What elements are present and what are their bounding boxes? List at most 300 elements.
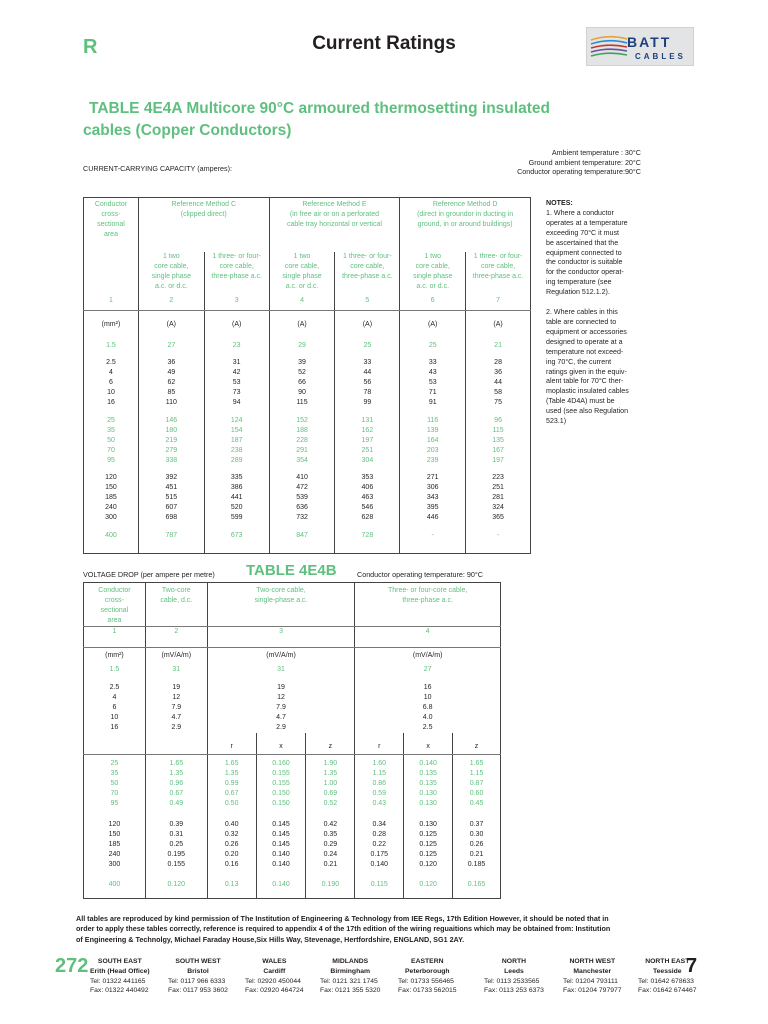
header-line: (direct in groundor in ducting in xyxy=(417,211,514,219)
table-cell: 52 xyxy=(269,368,335,378)
header-line: three-phase a.c. xyxy=(211,273,262,281)
table-row xyxy=(84,426,531,436)
table-row xyxy=(84,334,531,351)
table-row xyxy=(84,513,531,523)
table-cell: 150 xyxy=(84,483,139,493)
table-cell: 131 xyxy=(335,409,400,426)
page-heading: Current Ratings xyxy=(312,33,456,54)
padding-cell xyxy=(269,541,335,554)
table-4e4a-title xyxy=(83,98,603,142)
header-line: sectional xyxy=(97,221,125,229)
column-number: 1 xyxy=(84,627,146,648)
padding-cell xyxy=(355,890,404,899)
logo-brand-text: BATT xyxy=(627,34,672,50)
table-cell: 1.35 xyxy=(306,769,355,779)
note-line: table are connected to xyxy=(546,317,617,326)
table-cell: 164 xyxy=(400,436,466,446)
table-cell: 0.20 xyxy=(207,850,256,860)
table-cell: 324 xyxy=(466,503,531,513)
header-line: Conductor xyxy=(94,201,128,208)
header-line: single phase xyxy=(413,273,453,281)
table-cell: 0.145 xyxy=(256,840,306,850)
table-cell: 6 xyxy=(84,703,146,713)
table-cell: 406 xyxy=(335,483,400,493)
table-cell: 281 xyxy=(466,493,531,503)
padding-cell xyxy=(400,541,466,554)
table-cell: 167 xyxy=(466,446,531,456)
table-cell: 150 xyxy=(84,830,146,840)
table-cell: 124 xyxy=(204,409,269,426)
table-cell: 0.160 xyxy=(256,755,306,770)
component-label: r xyxy=(355,733,404,755)
table-cell: 353 xyxy=(335,466,400,483)
batt-cables-logo xyxy=(586,27,694,66)
table-cell: 1.35 xyxy=(145,769,207,779)
table-cell: 110 xyxy=(138,398,204,408)
table-cell: 12 xyxy=(207,693,355,703)
office-region: NORTH WEST xyxy=(569,958,616,965)
header-row-column-numbers xyxy=(84,627,501,648)
table-cell: 463 xyxy=(335,493,400,503)
table-cell: 0.140 xyxy=(256,860,306,870)
table-cell: 25 xyxy=(84,755,146,770)
header-line: area xyxy=(103,231,118,239)
column-number: 4 xyxy=(269,296,335,311)
table-cell: 472 xyxy=(269,483,335,493)
table-cell: 0.125 xyxy=(404,840,453,850)
table-cell: 400 xyxy=(84,524,139,541)
table-cell: 95 xyxy=(84,799,146,809)
note-line: 2. Where cables in this xyxy=(546,308,618,317)
table-cell: 289 xyxy=(204,456,269,466)
table-cell: 520 xyxy=(204,503,269,513)
table-row xyxy=(84,779,501,789)
table-cell: 1.15 xyxy=(453,769,501,779)
header-line: three-phase a.c. xyxy=(342,273,393,281)
table-cell: 400 xyxy=(84,870,146,890)
header-two-core xyxy=(400,252,466,296)
note-line: be ascertained that the xyxy=(546,238,619,247)
table-row xyxy=(84,368,531,378)
permission-footnote xyxy=(76,914,696,945)
table-cell: 0.150 xyxy=(256,799,306,809)
header-line: 1 three- or four- xyxy=(212,253,261,260)
table-cell: 120 xyxy=(84,466,139,483)
table-cell: 1.5 xyxy=(84,334,139,351)
table-row xyxy=(84,378,531,388)
table-cell: 27 xyxy=(355,661,501,675)
table-cell: 0.50 xyxy=(207,799,256,809)
table-cell: 354 xyxy=(269,456,335,466)
note-line: equipment connected to xyxy=(546,248,622,257)
office-tel: Tel: 01733 556465 xyxy=(398,977,454,985)
logo-stripes-icon xyxy=(589,30,629,64)
office-region: WALES xyxy=(262,958,287,965)
office-city: Manchester xyxy=(573,967,612,975)
header-ref-method-d xyxy=(400,198,531,253)
table-cell: 441 xyxy=(204,493,269,503)
table-cell: 197 xyxy=(466,456,531,466)
note-line: Regulation 512.1.2). xyxy=(546,288,610,297)
table-cell: 28 xyxy=(466,351,531,368)
table-row xyxy=(84,693,501,703)
table-cell: 0.67 xyxy=(207,789,256,799)
header-line: Reference Method D xyxy=(432,201,498,208)
office-region: SOUTH EAST xyxy=(97,958,142,965)
header-two-core xyxy=(138,252,204,296)
table-row xyxy=(84,409,531,426)
table-cell: 238 xyxy=(204,446,269,456)
table-cell: 12 xyxy=(145,693,207,703)
header-row-cable-types xyxy=(84,252,531,296)
office-tel: Tel: 01322 441165 xyxy=(90,977,146,985)
table-cell: 271 xyxy=(400,466,466,483)
note-line: (Table 4D4A) must be xyxy=(546,397,615,406)
table-cell: 306 xyxy=(400,483,466,493)
office-fax: Fax: 01204 797977 xyxy=(563,987,622,995)
table-cell: 94 xyxy=(204,398,269,408)
office-fax: Fax: 0113 253 6373 xyxy=(484,987,544,995)
table-row xyxy=(84,723,501,733)
column-number: 4 xyxy=(355,627,501,648)
table-cell: 188 xyxy=(269,426,335,436)
table-cell xyxy=(145,733,207,755)
unit-cell: (mV/A/m) xyxy=(355,648,501,662)
header-two-core-dc xyxy=(145,583,207,627)
table-cell: 31 xyxy=(204,351,269,368)
header-line: single-phase a.c. xyxy=(254,597,308,605)
table-cell: 36 xyxy=(466,368,531,378)
table-cell: - xyxy=(466,524,531,541)
table-cell: 0.190 xyxy=(306,870,355,890)
header-conductor-area xyxy=(84,583,146,627)
table-cell: 33 xyxy=(400,351,466,368)
table-cell: 279 xyxy=(138,446,204,456)
table-cell: 628 xyxy=(335,513,400,523)
header-line: 1 two xyxy=(162,253,180,260)
table-cell: 16 xyxy=(355,676,501,693)
note-line: operates at a temperature xyxy=(546,218,628,227)
table-cell: 223 xyxy=(466,466,531,483)
table-cell: - xyxy=(400,524,466,541)
table-cell: 0.175 xyxy=(355,850,404,860)
table-cell: 0.28 xyxy=(355,830,404,840)
padding-cell xyxy=(84,541,139,554)
logo-sub-text: CABLES xyxy=(635,52,686,61)
table-cell: 50 xyxy=(84,779,146,789)
table-cell: 2.9 xyxy=(207,723,355,733)
table-cell: 0.59 xyxy=(355,789,404,799)
table-cell: 732 xyxy=(269,513,335,523)
office-city: Teesside xyxy=(652,967,682,975)
office-city: Birmingham xyxy=(330,967,371,975)
table-row xyxy=(84,524,531,541)
table-cell: 10 xyxy=(84,388,139,398)
table-cell: 0.130 xyxy=(404,799,453,809)
header-three-four-core-ac xyxy=(355,583,501,627)
table-cell: 0.120 xyxy=(404,860,453,870)
footnote-line-1: All tables are reproduced by kind permission of The Institution of Engineering & Technology from IEE Regs, 17th Edition However, it should be noted that in xyxy=(76,914,609,923)
office-block xyxy=(638,957,697,996)
table-cell: 300 xyxy=(84,860,146,870)
office-block xyxy=(90,957,150,996)
table-cell: 0.52 xyxy=(306,799,355,809)
office-city: Bristol xyxy=(187,967,209,975)
office-tel: Tel: 0121 321 1745 xyxy=(320,977,378,985)
table-cell: 0.155 xyxy=(145,860,207,870)
table-cell: 146 xyxy=(138,409,204,426)
unit-cell: (mV/A/m) xyxy=(145,648,207,662)
table-row xyxy=(84,799,501,809)
table-cell: 115 xyxy=(466,426,531,436)
header-line: a.c. or d.c. xyxy=(285,283,319,291)
table-cell: 33 xyxy=(335,351,400,368)
component-label: z xyxy=(453,733,501,755)
table-cell: 19 xyxy=(145,676,207,693)
table-row xyxy=(84,713,501,723)
unit-cell: (A) xyxy=(204,311,269,335)
column-number: 3 xyxy=(204,296,269,311)
title-line-1: TABLE 4E4A Multicore 90°C armoured thermosetting insulated xyxy=(89,100,550,117)
table-cell: 365 xyxy=(466,513,531,523)
note-line: exceeding 70°C it must xyxy=(546,228,620,237)
office-tel: Tel: 01204 793111 xyxy=(563,977,618,985)
table-cell: 0.165 xyxy=(453,870,501,890)
header-line: cable tray horizontal or vertical xyxy=(286,221,382,229)
header-line: 1 two xyxy=(424,253,442,260)
table-cell: 636 xyxy=(269,503,335,513)
table-cell: 2.5 xyxy=(84,351,139,368)
table-cell: 395 xyxy=(400,503,466,513)
table-cell: 0.26 xyxy=(207,840,256,850)
office-city: Leeds xyxy=(504,967,524,975)
table-cell: 42 xyxy=(204,368,269,378)
table-row xyxy=(84,830,501,840)
table-cell: 75 xyxy=(466,398,531,408)
table-cell: 6.8 xyxy=(355,703,501,713)
header-line: Conductor xyxy=(98,587,131,594)
header-line: core cable, xyxy=(219,263,254,271)
table-cell: 29 xyxy=(269,334,335,351)
table-cell: 446 xyxy=(400,513,466,523)
voltage-drop-label: VOLTAGE DROP (per ampere per metre) xyxy=(83,570,215,579)
table-cell: 91 xyxy=(400,398,466,408)
table-row xyxy=(84,398,531,408)
table-cell: 847 xyxy=(269,524,335,541)
header-line: a.c. or d.c. xyxy=(416,283,450,291)
header-line: cable, d.c. xyxy=(160,597,193,605)
units-row xyxy=(84,648,501,662)
office-region: NORTH EAST xyxy=(645,958,690,965)
table-cell: 35 xyxy=(84,426,139,436)
table-cell: 1.35 xyxy=(207,769,256,779)
table-cell: 16 xyxy=(84,398,139,408)
header-line: single phase xyxy=(282,273,322,281)
table-cell: 70 xyxy=(84,446,139,456)
unit-cell: (A) xyxy=(466,311,531,335)
note-line: for the conductor operat- xyxy=(546,268,624,277)
header-three-four-core xyxy=(335,252,400,296)
table-cell: 73 xyxy=(204,388,269,398)
table-cell: 0.29 xyxy=(306,840,355,850)
table-cell: 1.65 xyxy=(453,755,501,770)
table-bottom-padding xyxy=(84,541,531,554)
header-line: three-phase a.c. xyxy=(402,597,453,605)
header-row-rxz xyxy=(84,733,501,755)
table-cell: 66 xyxy=(269,378,335,388)
note-line: designed to operate at a xyxy=(546,337,623,346)
table-cell: 99 xyxy=(335,398,400,408)
table-cell: 0.45 xyxy=(453,799,501,809)
unit-cell: (mV/A/m) xyxy=(207,648,355,662)
header-ref-method-c xyxy=(138,198,269,253)
header-line: Three- or four-core cable, xyxy=(387,587,468,594)
header-line: three-phase a.c. xyxy=(472,273,524,281)
table-bottom-padding xyxy=(84,890,501,899)
table-cell: 70 xyxy=(84,789,146,799)
table-cell: 698 xyxy=(138,513,204,523)
table-cell: 251 xyxy=(466,483,531,493)
table-cell: 23 xyxy=(204,334,269,351)
table-cell: 728 xyxy=(335,524,400,541)
header-line: (in free air or on a perforated xyxy=(289,211,379,219)
table-cell: 62 xyxy=(138,378,204,388)
table-cell: 0.96 xyxy=(145,779,207,789)
table-cell: 0.185 xyxy=(453,860,501,870)
table-cell: 1.15 xyxy=(355,769,404,779)
table-cell: 0.86 xyxy=(355,779,404,789)
table-cell: 240 xyxy=(84,503,139,513)
column-number: 3 xyxy=(207,627,355,648)
table-cell: 607 xyxy=(138,503,204,513)
table-cell: 343 xyxy=(400,493,466,503)
table-cell: 1.5 xyxy=(84,661,146,675)
table-cell: 44 xyxy=(466,378,531,388)
table-cell: 0.35 xyxy=(306,830,355,840)
office-fax: Fax: 01733 562015 xyxy=(398,987,457,995)
note-line: 1. Where a conductor xyxy=(546,208,614,217)
table-cell: 0.42 xyxy=(306,810,355,830)
header-two-core xyxy=(269,252,335,296)
padding-cell xyxy=(453,890,501,899)
table-cell: 0.30 xyxy=(453,830,501,840)
table-cell: 4.0 xyxy=(355,713,501,723)
office-block xyxy=(563,957,622,996)
table-cell: 115 xyxy=(269,398,335,408)
header-line: Reference Method E xyxy=(302,201,367,208)
table-cell: 36 xyxy=(138,351,204,368)
condition-ground: Ground ambient temperature: 20°C xyxy=(528,157,641,167)
column-number: 2 xyxy=(145,627,207,648)
table-cell: 120 xyxy=(84,810,146,830)
component-label: x xyxy=(256,733,306,755)
table-cell: 53 xyxy=(204,378,269,388)
table-cell: 0.120 xyxy=(404,870,453,890)
table-cell: 139 xyxy=(400,426,466,436)
table-4e4b-title: TABLE 4E4B xyxy=(246,562,337,579)
table-cell: 0.16 xyxy=(207,860,256,870)
voltage-drop-table xyxy=(83,582,501,899)
table-cell: 31 xyxy=(145,661,207,675)
table-cell: 0.145 xyxy=(256,810,306,830)
table-row xyxy=(84,870,501,890)
column-number: 5 xyxy=(335,296,400,311)
table-cell: 27 xyxy=(138,334,204,351)
table-cell: 180 xyxy=(138,426,204,436)
column-number: 2 xyxy=(138,296,204,311)
header-line: (clipped direct) xyxy=(180,211,227,219)
table-cell: 451 xyxy=(138,483,204,493)
table-cell: 152 xyxy=(269,409,335,426)
table-cell: 0.13 xyxy=(207,870,256,890)
table-cell: 335 xyxy=(204,466,269,483)
table-cell: 515 xyxy=(138,493,204,503)
table-cell: 0.115 xyxy=(355,870,404,890)
office-tel: Tel: 02920 450044 xyxy=(245,977,301,985)
table-row xyxy=(84,436,531,446)
condition-operating: Conductor operating temperature:90°C xyxy=(517,167,641,176)
table-cell: 185 xyxy=(84,493,139,503)
office-city: Erith (Head Office) xyxy=(90,967,150,975)
header-line: area xyxy=(107,617,122,625)
table-row xyxy=(84,661,501,675)
table-cell: 154 xyxy=(204,426,269,436)
column-number: 1 xyxy=(84,296,139,311)
table-row xyxy=(84,351,531,368)
unit-cell: (mm²) xyxy=(84,648,146,662)
table-cell: 0.135 xyxy=(404,779,453,789)
padding-cell xyxy=(204,541,269,554)
table-row xyxy=(84,850,501,860)
header-line: core cable, xyxy=(284,263,320,271)
table-cell: 0.43 xyxy=(355,799,404,809)
table-cell: 78 xyxy=(335,388,400,398)
header-row-methods xyxy=(84,198,531,253)
table-cell: 599 xyxy=(204,513,269,523)
table-cell: 228 xyxy=(269,436,335,446)
header-line: a.c. or d.c. xyxy=(155,283,188,291)
header-line: cross- xyxy=(101,211,121,219)
unit-cell: (A) xyxy=(335,311,400,335)
capacity-label: CURRENT-CARRYING CAPACITY (amperes): xyxy=(83,164,232,173)
padding-cell xyxy=(207,890,256,899)
table-cell: 0.32 xyxy=(207,830,256,840)
table-cell: 71 xyxy=(400,388,466,398)
note-line: ing 70°C, the current xyxy=(546,357,612,366)
office-region: EASTERN xyxy=(411,958,444,965)
table-cell: 53 xyxy=(400,378,466,388)
units-row xyxy=(84,311,531,335)
table-row xyxy=(84,493,531,503)
header-line: single phase xyxy=(151,273,191,281)
office-fax: Fax: 0117 953 3602 xyxy=(168,987,228,995)
note-line: used (see also Regulation xyxy=(546,407,629,416)
note-line: 523.1) xyxy=(546,417,567,426)
table-cell: 25 xyxy=(400,334,466,351)
office-block xyxy=(398,957,457,996)
table-cell: 44 xyxy=(335,368,400,378)
note-line: moplastic insulated cables xyxy=(546,387,629,396)
table-cell: 90 xyxy=(269,388,335,398)
table-cell: 56 xyxy=(335,378,400,388)
table-cell: 0.125 xyxy=(404,830,453,840)
table-row xyxy=(84,456,531,466)
component-label: x xyxy=(404,733,453,755)
unit-cell: (A) xyxy=(269,311,335,335)
padding-cell xyxy=(138,541,204,554)
table-cell: 203 xyxy=(400,446,466,456)
table-cell: 240 xyxy=(84,850,146,860)
